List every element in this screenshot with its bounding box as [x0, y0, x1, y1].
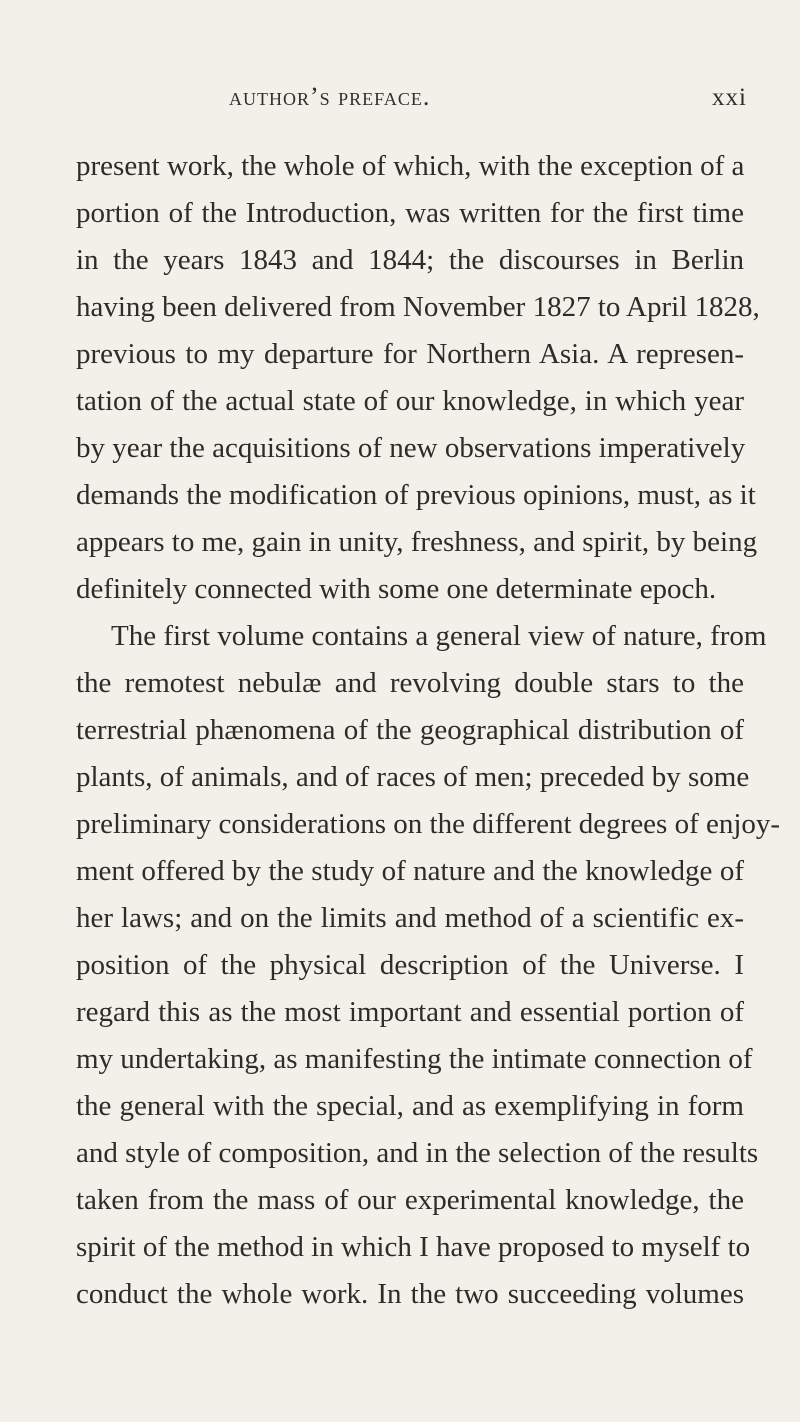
- text-line: her laws; and on the limits and method of a scientific ex-: [76, 902, 744, 934]
- text-line: the remotest nebulæ and revolving double stars to the: [76, 667, 744, 699]
- text-line: spirit of the method in which I have proposed to myself to: [76, 1231, 751, 1263]
- text-line: definitely connected with some one determinate epoch.: [76, 573, 717, 605]
- text-line: appears to me, gain in unity, freshness, and spirit, by being: [76, 526, 758, 558]
- text-line: taken from the mass of our experimental knowledge, the: [76, 1184, 744, 1216]
- text-line: in the years 1843 and 1844; the discourses in Berlin: [76, 244, 744, 276]
- text-line: regard this as the most important and essential portion of: [76, 996, 744, 1028]
- text-line: having been delivered from November 1827 to April 1828,: [76, 291, 760, 323]
- page-number: xxi: [712, 84, 747, 111]
- text-line: and style of composition, and in the selection of the results: [76, 1137, 759, 1169]
- text-line: my undertaking, as manifesting the intimate connection of: [76, 1043, 753, 1075]
- text-line: terrestrial phænomena of the geographical distribution of: [76, 714, 744, 746]
- text-line: by year the acquisitions of new observations imperatively: [76, 432, 746, 464]
- text-line: plants, of animals, and of races of men; preceded by some: [76, 761, 750, 793]
- text-line: preliminary considerations on the different degrees of enjoy-: [76, 808, 781, 840]
- text-line: previous to my departure for Northern Asia. A represen-: [76, 338, 744, 370]
- text-line: conduct the whole work. In the two succeeding volumes: [76, 1278, 744, 1310]
- text-line: portion of the Introduction, was written for the first time: [76, 197, 744, 229]
- text-line: ment offered by the study of nature and the knowledge of: [76, 855, 744, 887]
- running-head: [0, 82, 800, 122]
- text-line: position of the physical description of the Universe. I: [76, 949, 744, 981]
- text-line: tation of the actual state of our knowledge, in which year: [76, 385, 744, 417]
- text-line: The first volume contains a general view of nature, from: [111, 620, 767, 652]
- text-line: present work, the whole of which, with the exception of a: [76, 150, 745, 182]
- text-line: the general with the special, and as exemplifying in form: [76, 1090, 744, 1122]
- running-title: author’s preface.: [229, 82, 431, 111]
- text-line: demands the modification of previous opinions, must, as it: [76, 479, 756, 511]
